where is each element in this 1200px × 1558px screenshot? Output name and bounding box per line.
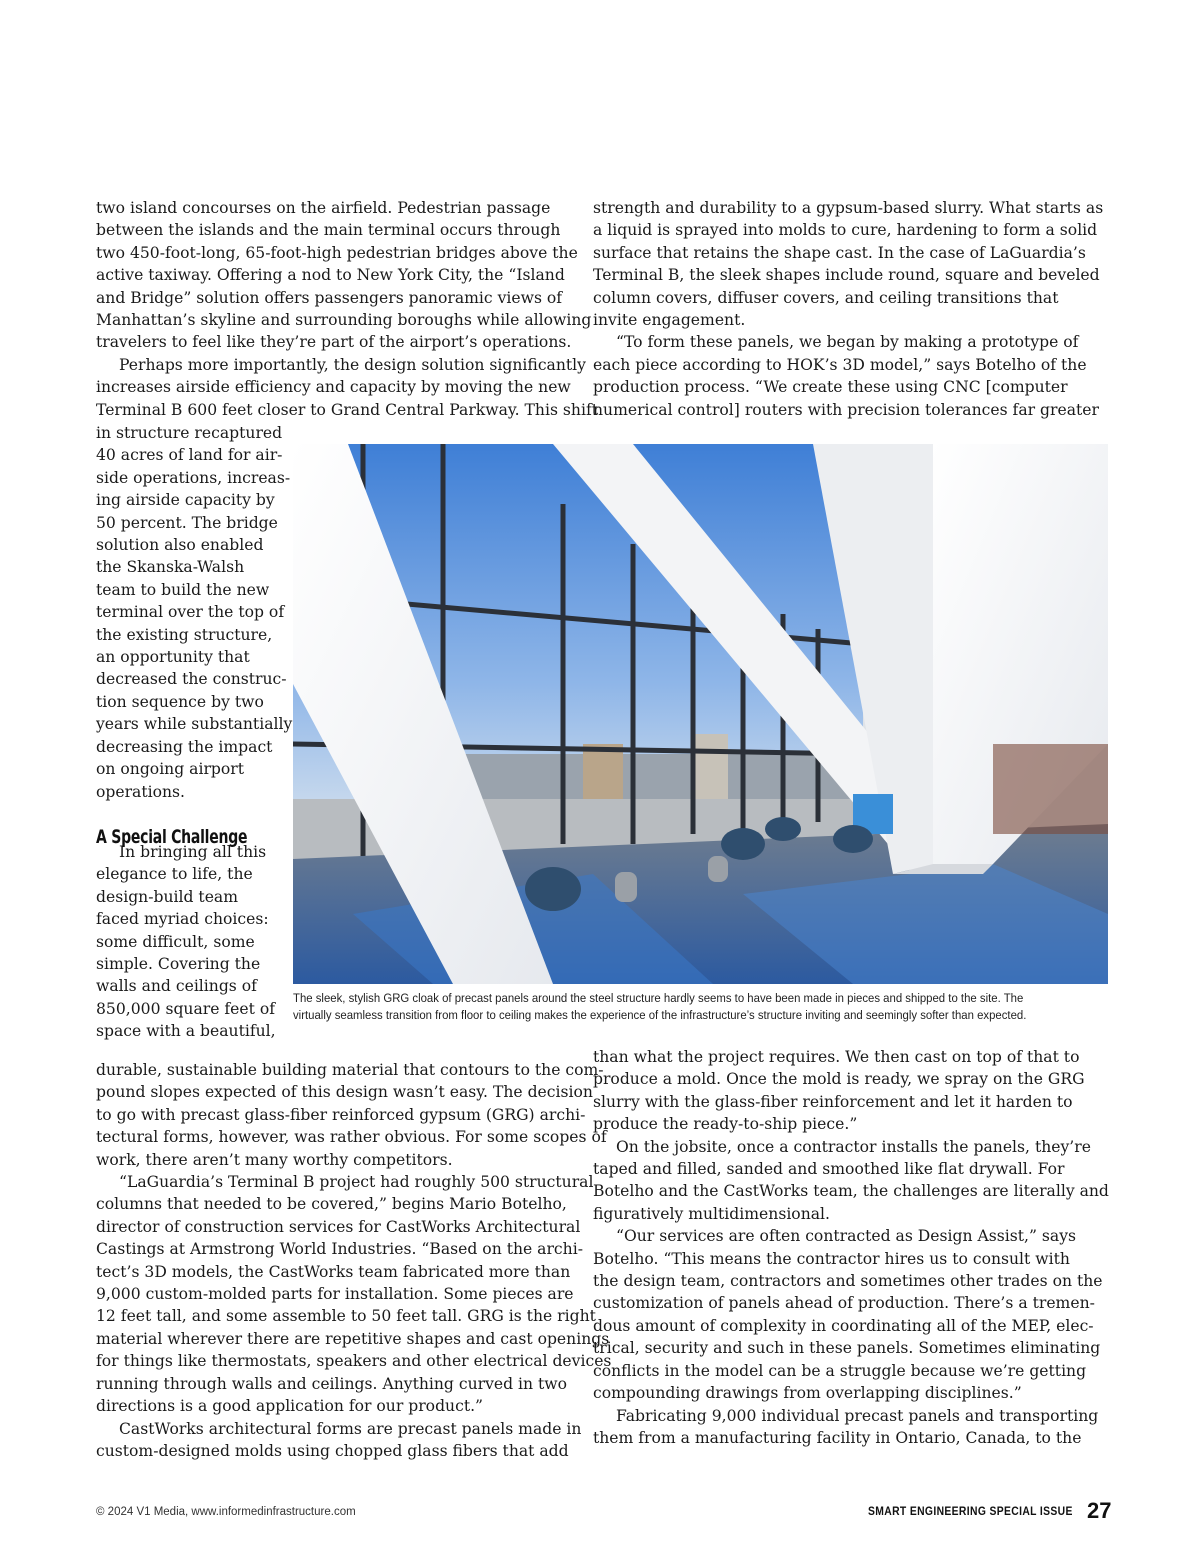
text-line: each piece according to HOK’s 3D model,” says Botelho of the — [593, 355, 1087, 374]
text-line: walls and ceilings of — [96, 977, 257, 996]
text-line: some difficult, some — [96, 932, 255, 951]
text-line: CastWorks architectural forms are precast panels made in — [119, 1419, 582, 1438]
text-line: tect’s 3D models, the CastWorks team fabricated more than — [96, 1262, 571, 1281]
text-line: In bringing all this — [119, 842, 267, 861]
text-line: the design team, contractors and sometimes other trades on the — [593, 1272, 1103, 1291]
text-line: surface that retains the shape cast. In the case of LaGuardia’s — [593, 243, 1086, 262]
text-line: durable, sustainable building material that contours to the com- — [96, 1061, 604, 1079]
text-line: pound slopes expected of this design wasn’t easy. The decision — [96, 1083, 593, 1102]
text-line: directions is a good application for our product.” — [96, 1397, 484, 1416]
text-line: custom-designed molds using chopped glass fibers that add — [96, 1441, 569, 1460]
text-line: 850,000 square feet of — [96, 999, 276, 1018]
text-line: “To form these panels, we began by making a prototype of — [616, 333, 1079, 352]
text-line: column covers, diffuser covers, and ceiling transitions that — [593, 288, 1059, 307]
text-line: On the jobsite, once a contractor installs the panels, they’re — [616, 1137, 1091, 1156]
text-line: years while substantially — [96, 715, 293, 734]
text-line: two island concourses on the airfield. Pedestrian passage — [96, 199, 551, 217]
text-line: taped and filled, sanded and smoothed like flat drywall. For — [593, 1160, 1065, 1179]
text-line: customization of panels ahead of production. There’s a tremen- — [593, 1294, 1095, 1313]
footer-copyright: © 2024 V1 Media, www.informedinfrastructure.com — [96, 1506, 356, 1518]
text-line: 9,000 custom-molded parts for installation. Some pieces are — [96, 1285, 574, 1304]
text-line: running through walls and ceilings. Anything curved in two — [96, 1374, 568, 1393]
text-line: Perhaps more importantly, the design solution significantly — [119, 355, 586, 374]
left-column-top — [96, 197, 598, 421]
text-line: active taxiway. Offering a nod to New York City, the “Island — [96, 266, 565, 285]
text-line: figuratively multidimensional. — [593, 1204, 830, 1223]
page-number: 27 — [1087, 1498, 1112, 1523]
text-line: an opportunity that — [96, 648, 250, 667]
text-line: Castings at Armstrong World Industries. “Based on the archi- — [96, 1240, 583, 1259]
text-line: the existing structure, — [96, 625, 273, 644]
text-line: in structure recaptured — [96, 424, 283, 442]
text-line: to go with precast glass-fiber reinforced gypsum (GRG) archi- — [96, 1105, 586, 1124]
right-column-top — [593, 197, 1104, 421]
text-line: compounding drawings from overlapping disciplines.” — [593, 1384, 1022, 1403]
text-line: and Bridge” solution offers passengers panoramic views of — [96, 288, 563, 307]
text-line: two 450-foot-long, 65-foot-high pedestrian bridges above the — [96, 243, 578, 262]
text-line: a liquid is sprayed into molds to cure, hardening to form a solid — [593, 221, 1098, 240]
text-line: Botelho. “This means the contractor hires us to consult with — [593, 1249, 1070, 1268]
terminal-interior-illustration — [293, 444, 1108, 984]
text-line: on ongoing airport — [96, 760, 244, 779]
terminal-photo — [293, 444, 1108, 984]
text-line: strength and durability to a gypsum-based slurry. What starts as — [593, 199, 1104, 217]
text-line: produce a mold. Once the mold is ready, we spray on the GRG — [593, 1070, 1085, 1089]
text-line: team to build the new — [96, 580, 270, 599]
caption-line: virtually seamless transition from floor to ceiling makes the experience of the infrastructure’s structure inviting and seemingly softer than expected. — [293, 1007, 1027, 1022]
text-line: tectural forms, however, was rather obvious. For some scopes of — [96, 1128, 607, 1147]
text-line: 50 percent. The bridge — [96, 513, 278, 532]
section-heading: A Special Challenge — [96, 826, 248, 848]
text-line: Terminal B, the sleek shapes include round, square and beveled — [593, 266, 1100, 285]
text-line: ing airside capacity by — [96, 491, 275, 510]
text-line: decreasing the impact — [96, 737, 273, 756]
text-line: columns that needed to be covered,” begins Mario Botelho, — [96, 1195, 567, 1214]
text-line: Botelho and the CastWorks team, the challenges are literally and — [593, 1182, 1109, 1201]
text-line: travelers to feel like they’re part of the airport’s operations. — [96, 333, 572, 352]
text-line: between the islands and the main terminal occurs through — [96, 221, 561, 240]
caption-line: The sleek, stylish GRG cloak of precast panels around the steel structure hardly seems to have been made in pieces and shipped to the site. The — [293, 991, 1024, 1005]
text-line: them from a manufacturing facility in Ontario, Canada, to the — [593, 1428, 1082, 1447]
text-line: simple. Covering the — [96, 954, 261, 973]
text-line: conflicts in the model can be a struggle because we’re getting — [593, 1361, 1087, 1380]
left-column-bottom — [96, 1059, 612, 1462]
text-line: invite engagement. — [593, 311, 746, 330]
text-line: “Our services are often contracted as Design Assist,” says — [616, 1227, 1077, 1246]
text-line: director of construction services for CastWorks Architectural — [96, 1217, 581, 1236]
text-line: numerical control] routers with precision tolerances far greater — [593, 400, 1099, 419]
text-line: 40 acres of land for air- — [96, 446, 283, 465]
text-line: 12 feet tall, and some assemble to 50 feet tall. GRG is the right — [96, 1307, 596, 1326]
text-line: decreased the construc- — [96, 670, 287, 689]
text-line: side operations, increas- — [96, 468, 291, 487]
text-line: the Skanska-Walsh — [96, 558, 245, 577]
text-line: space with a beautiful, — [96, 1022, 276, 1041]
text-line: Fabricating 9,000 individual precast panels and transporting — [616, 1406, 1099, 1425]
text-line: “LaGuardia’s Terminal B project had roughly 500 structural — [119, 1173, 594, 1192]
text-line: production process. “We create these using CNC [computer — [593, 378, 1068, 397]
text-line: design-build team — [96, 887, 239, 906]
text-line: tion sequence by two — [96, 692, 264, 711]
text-line: produce the ready-to-ship piece.” — [593, 1115, 858, 1134]
text-line: dous amount of complexity in coordinating all of the MEP, elec- — [593, 1316, 1094, 1335]
text-line: work, there aren’t many worthy competitors. — [96, 1150, 453, 1169]
text-line: increases airside efficiency and capacity by moving the new — [96, 378, 571, 397]
text-line: elegance to life, the — [96, 865, 253, 884]
right-column-bottom — [593, 1046, 1109, 1449]
text-line: trical, security and such in these panels. Sometimes eliminating — [593, 1339, 1101, 1358]
footer-issue-title: SMART ENGINEERING SPECIAL ISSUE — [868, 1506, 1073, 1518]
text-line: slurry with the glass-fiber reinforcement and let it harden to — [593, 1092, 1073, 1111]
text-line: faced myriad choices: — [96, 910, 269, 929]
text-line: solution also enabled — [96, 536, 264, 555]
text-line: Terminal B 600 feet closer to Grand Central Parkway. This shift — [96, 400, 598, 419]
photo-caption — [293, 990, 1059, 1024]
text-line: terminal over the top of — [96, 603, 285, 622]
text-line: operations. — [96, 782, 185, 801]
text-line: for things like thermostats, speakers and other electrical devices — [96, 1352, 612, 1371]
text-line: than what the project requires. We then cast on top of that to — [593, 1048, 1080, 1066]
left-column-wrap — [96, 422, 293, 1043]
text-line: material wherever there are repetitive shapes and cast openings — [96, 1329, 610, 1348]
text-line: Manhattan’s skyline and surrounding boroughs while allowing — [96, 311, 592, 330]
